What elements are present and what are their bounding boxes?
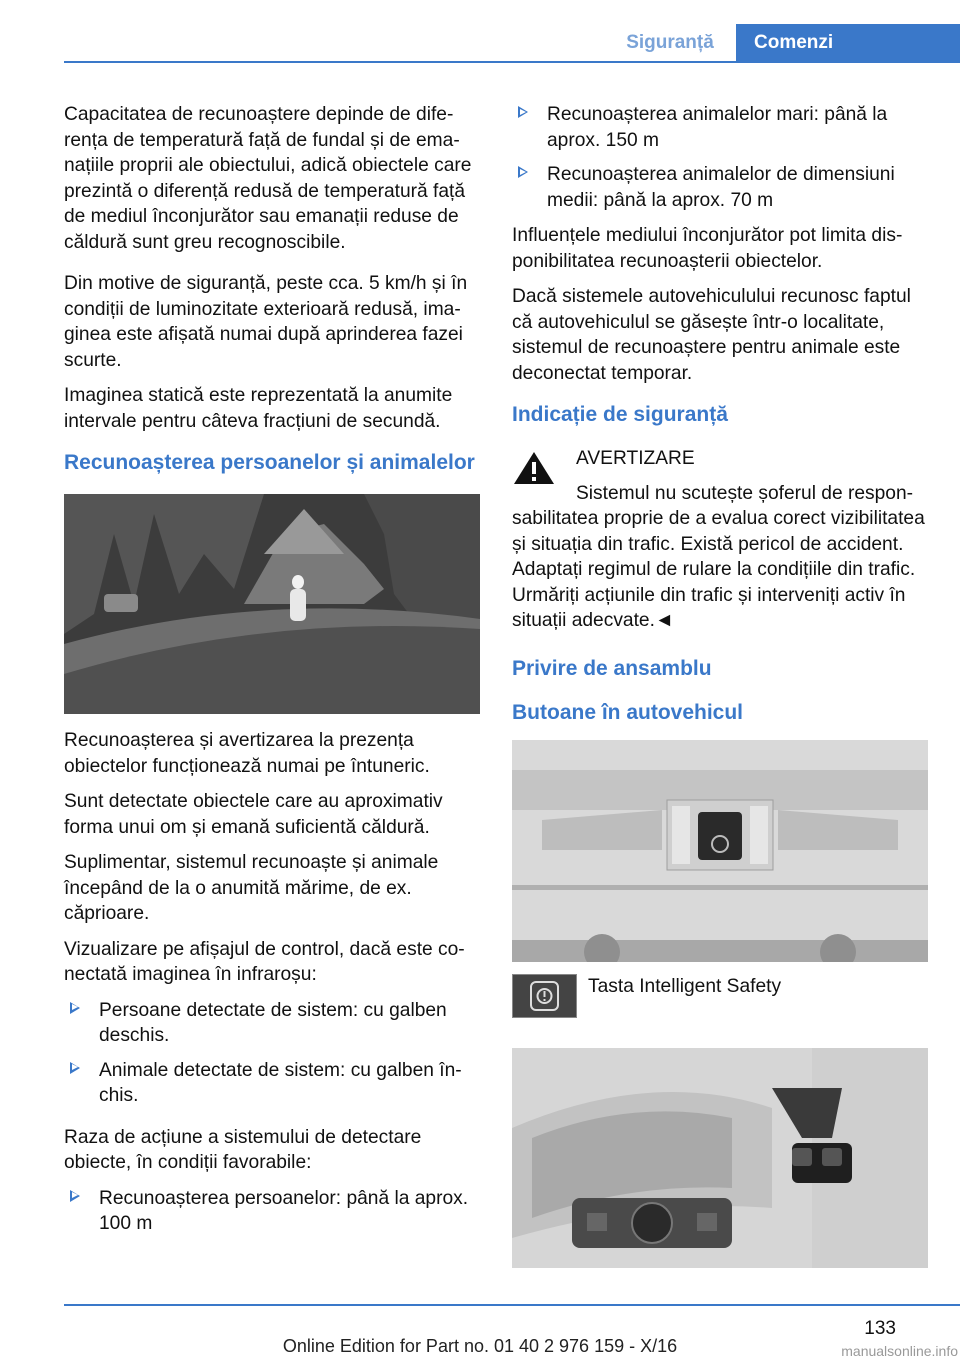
- night-vision-image: [64, 494, 480, 714]
- paragraph: Recunoașterea și avertizarea la prezența obiectelor funcționează numai pe întuneric.: [64, 730, 430, 777]
- triangle-bullet-icon: [70, 1062, 80, 1074]
- triangle-bullet-icon: [70, 1002, 80, 1014]
- button-caption: Tasta Intelligent Safety: [588, 975, 782, 997]
- watermark: manualsonline.info: [841, 1343, 958, 1359]
- triangle-bullet-icon: [518, 106, 528, 118]
- paragraph: Dacă sistemele autovehiculului recunosc faptul că autovehiculul se găsește într-o localitate, sistemul de recunoaștere pentru animale este deconectat temporar.: [512, 286, 911, 384]
- tab-section-siguranta[interactable]: Siguranță: [626, 32, 714, 53]
- list-item: Recunoașterea animalelor mari: până la aprox. 150 m: [512, 102, 930, 153]
- paragraph: Capacitatea de recunoaștere depinde de diferența de temperatură față de fundal și de emanațiile proprii ale obiectului, adică obiectele care prezintă o diferență redusă de temperatură față de mediul înconjurător sau emanații reduse de căldură sunt greu recognoscibile.: [64, 104, 472, 253]
- list-item: Recunoașterea animalelor de dimensiuni medii: până la aprox. 70 m: [512, 162, 930, 213]
- warning-text-start: Sistemul nu scutește șoferul de responsabilitatea proprie de a evalua corect vizibilitatea și situația din trafic. Există pericol de accident. Adaptați regimul de rulare la condițiile din trafic. Urmăriți acțiunile din trafic și interveniți activ în situații adecvate.◄: [512, 482, 925, 631]
- dashboard-button-image: [512, 740, 928, 962]
- section-heading-overview: Privire de ansamblu: [512, 656, 712, 680]
- edition-footer: Online Edition for Part no. 01 40 2 976 159 - X/16: [282, 1336, 678, 1356]
- warning-triangle-icon: [512, 450, 556, 486]
- warning-title: AVERTIZARE: [576, 448, 695, 469]
- paragraph: Sunt detectate obiectele care au aproximativ forma unui om și emană suficientă căldură.: [64, 791, 443, 838]
- page-number: 133: [864, 1318, 896, 1339]
- list-item: Persoane detectate de sistem: cu galben deschis.: [64, 998, 480, 1049]
- subsection-heading-buttons: Butoane în autovehicul: [512, 700, 744, 724]
- warning-box: [512, 446, 930, 634]
- paragraph: Vizualizare pe afișajul de control, dacă este conectată imaginea în infraroșu:: [64, 938, 465, 985]
- intelligent-safety-button-icon: [512, 974, 577, 1018]
- section-heading-safety: Indicație de siguranță: [512, 403, 728, 426]
- button-legend-row: [512, 974, 930, 1032]
- triangle-bullet-icon: [70, 1190, 80, 1202]
- list-item: Recunoașterea persoanelor: până la aprox. 100 m: [64, 1186, 480, 1237]
- paragraph: Imaginea statică este reprezentată la anumite intervale pentru câteva fracțiuni de secundă.: [64, 385, 453, 432]
- paragraph: Influențele mediului înconjurător pot limita disponibilitatea recunoașterii obiectelor.: [512, 225, 903, 272]
- range-list-continued: [512, 102, 930, 213]
- list-item: Animale detectate de sistem: cu galben închis.: [64, 1058, 480, 1109]
- section-heading-recognition: Recunoașterea persoanelor și animalelor: [64, 451, 475, 474]
- footer-rule: [64, 1304, 960, 1306]
- tab-chapter-comenzi[interactable]: Comenzi: [736, 24, 960, 63]
- range-list: [64, 1186, 480, 1237]
- light-switch-image: [512, 1048, 928, 1268]
- paragraph: Raza de acțiune a sistemului de detectare obiecte, în condiții favorabile:: [64, 1126, 422, 1173]
- detection-color-list: [64, 998, 480, 1109]
- triangle-bullet-icon: [518, 166, 528, 178]
- left-column: [64, 102, 480, 1247]
- right-column: [512, 102, 930, 1268]
- paragraph: Suplimentar, sistemul recunoaște și animale începând de la o anumită mărime, de ex. căprioare.: [64, 852, 439, 924]
- header-rule: [64, 61, 960, 63]
- paragraph: Din motive de siguranță, peste cca. 5 km/h și în condiții de luminozitate exterioară redusă, imaginea este afișată numai după aprinderea fazei scurte.: [64, 273, 468, 371]
